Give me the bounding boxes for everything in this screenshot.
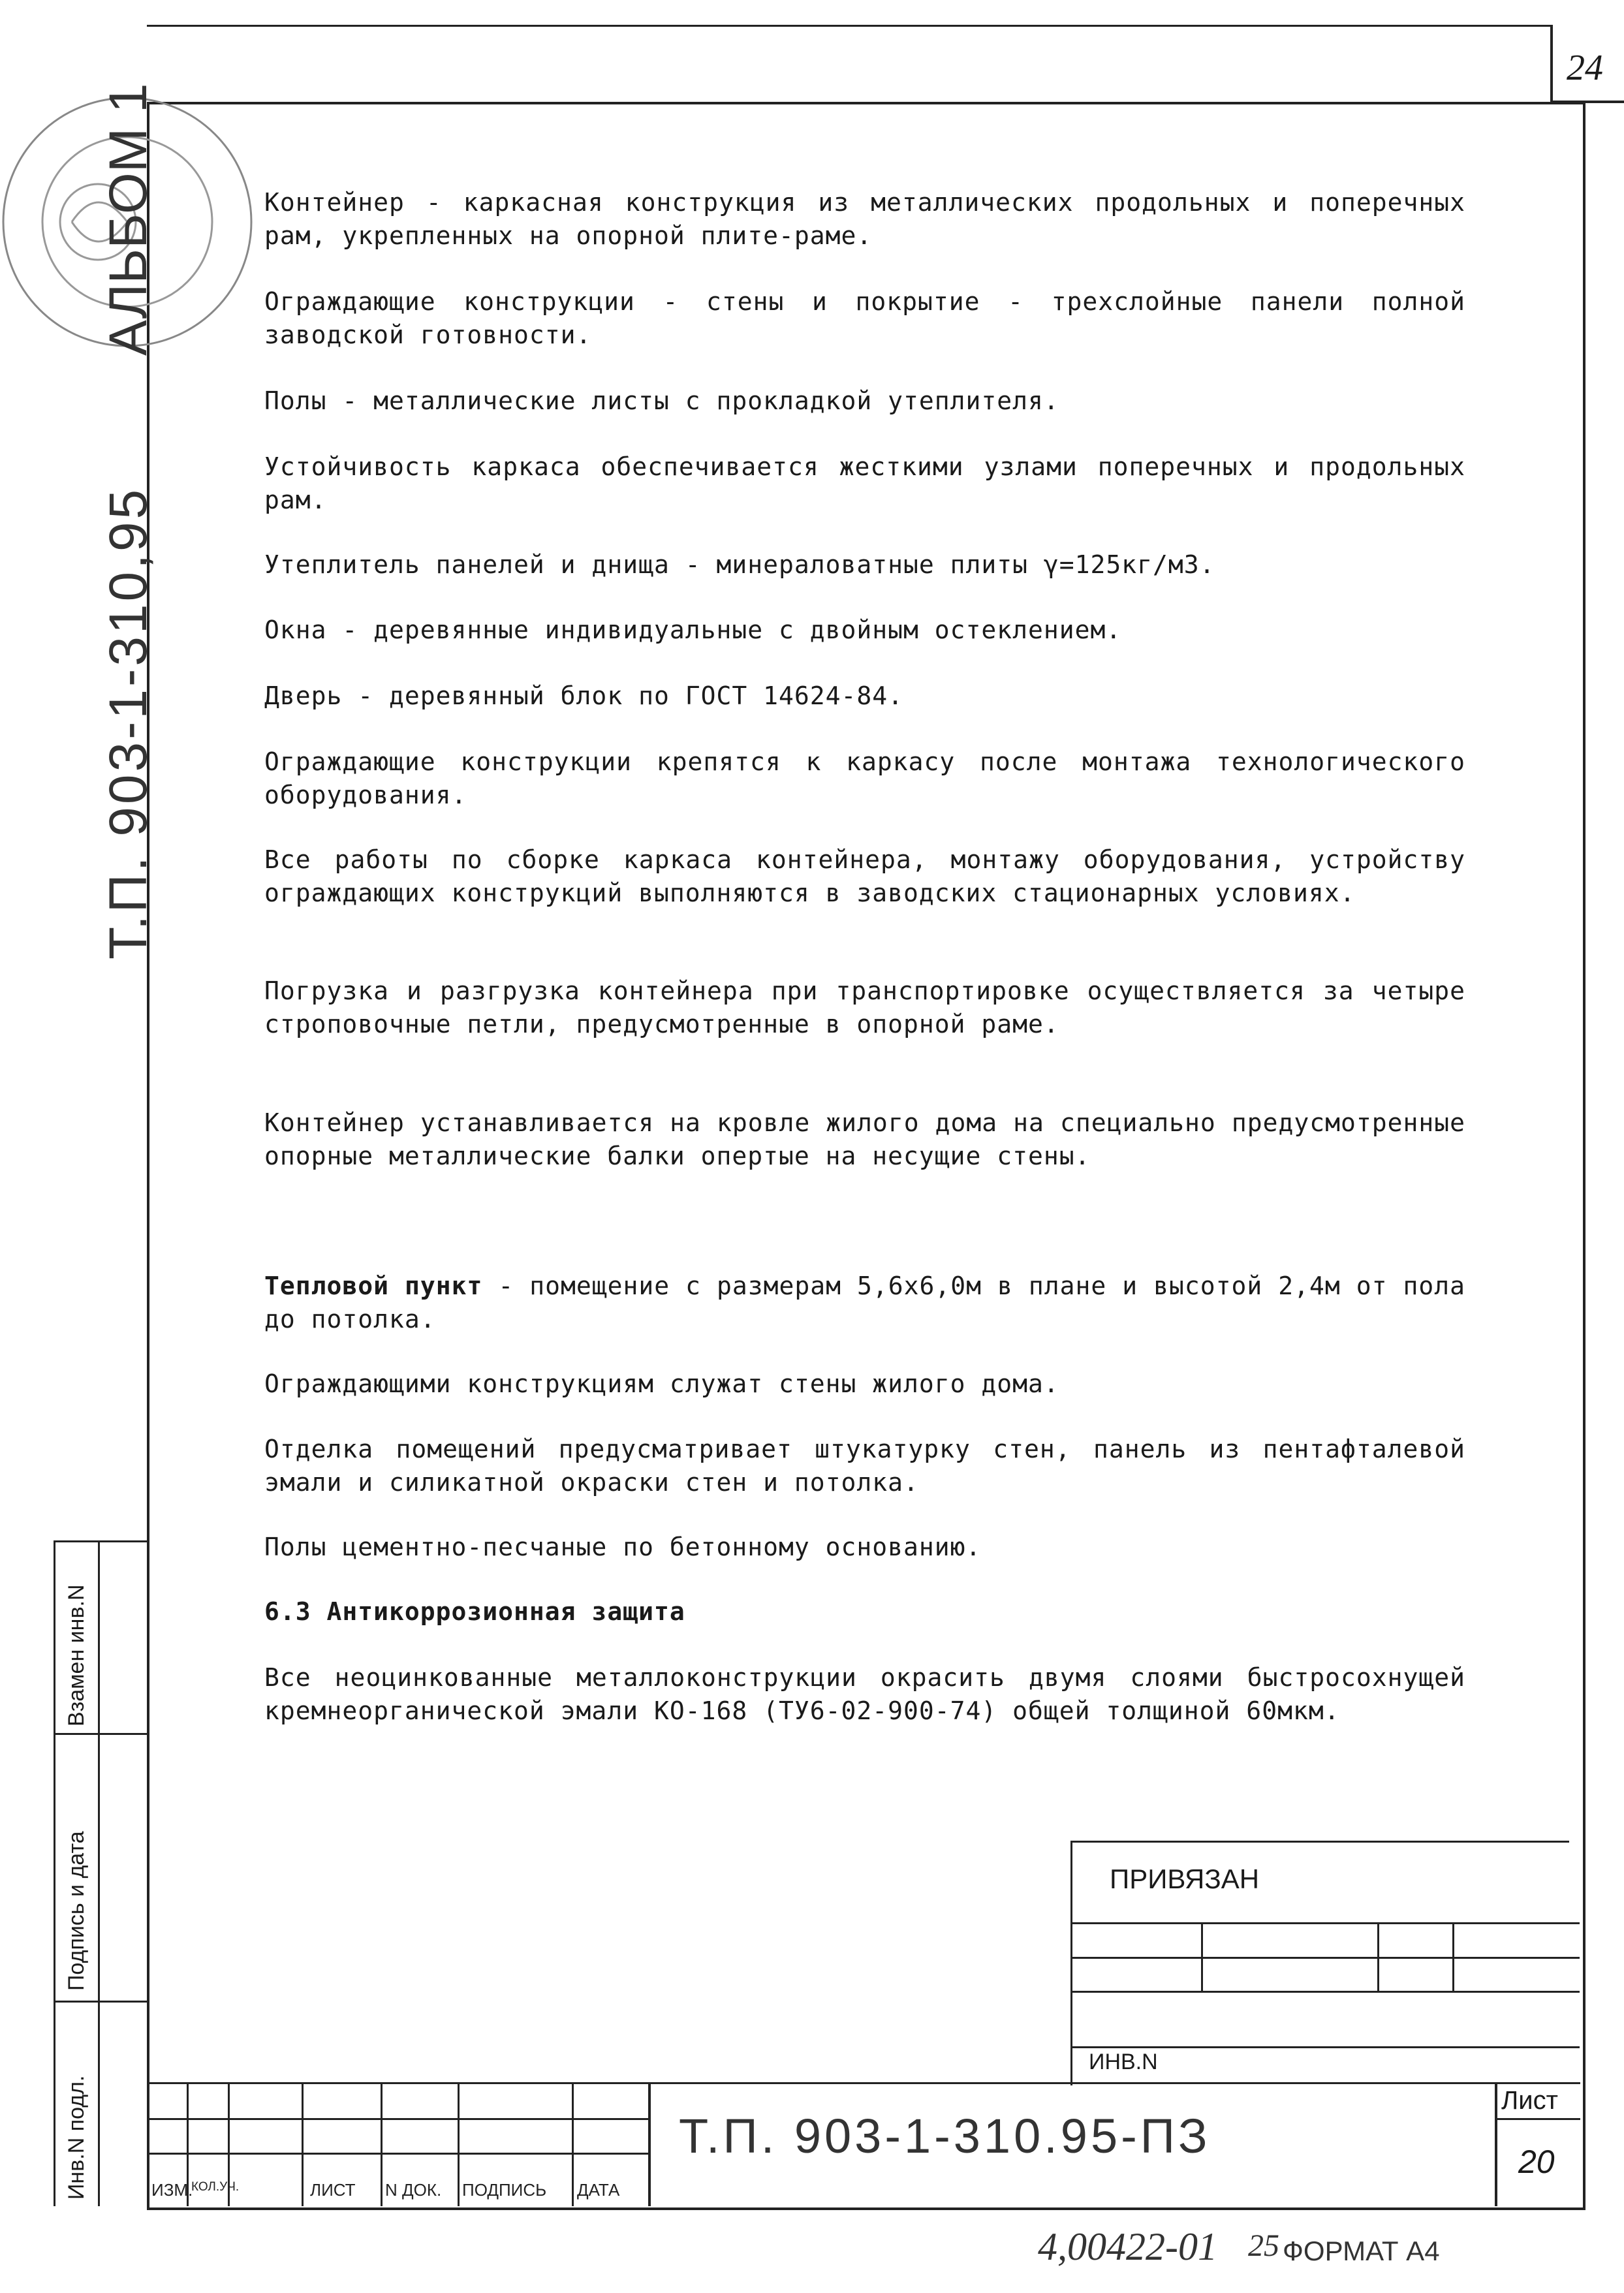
paragraph-1: Контейнер - каркасная конструкция из металлических продольных и поперечных рам, укрепленных на опорной плите-раме. [264,188,1465,250]
sheet-divider [1495,2082,1497,2206]
col-podpis: ПОДПИСЬ [462,2180,547,2200]
side-stamp-div-1 [54,1733,149,1735]
paragraph-11: Контейнер устанавливается на кровле жилого дома на специально предусмотренные опорные металлические балки опертые на несущие стены. [264,1108,1465,1170]
col-koluch: КОЛ.УЧ. [191,2180,240,2194]
side-stamp-outer-left [54,1540,55,2206]
side-stamp-mid [98,1540,100,2206]
paragraph-14: Полы цементно-песчаные по бетонному основанию. [264,1533,982,1561]
title-block-divider [648,2082,651,2206]
privyazan-h2 [1070,1957,1580,1959]
section-heading: 6.3 Антикоррозионная защита [264,1597,685,1626]
title-block-top [147,2082,1580,2084]
col-ndok: N ДОК. [385,2180,442,2200]
heat-point-term: Тепловой пункт [264,1271,483,1300]
corner-page-number: 24 [1567,48,1603,88]
sheet-number: 20 [1518,2144,1555,2180]
privyazan-v3 [1452,1922,1454,1991]
col-izm: ИЗМ. [151,2180,193,2200]
corner-divider [1550,25,1553,102]
heat-point-paragraph [264,1270,1465,1336]
project-code-vertical: Т.П. 903-1-310,95 [99,486,158,959]
heat-point-description: - помещение с размерам 5,6x6,0м в плане и высотой 2,4м от пола до потолка. [264,1271,1465,1334]
sheet-label: Лист [1501,2086,1558,2115]
paragraph-8: Ограждающие конструкции крепятся к каркасу после монтажа технологического оборудования. [264,747,1465,809]
side-stamp-podpis: Подпись и дата [64,1831,89,1991]
document-code: Т.П. 903-1-310.95-ПЗ [679,2109,1211,2163]
footer-format: ФОРМАТ А4 [1283,2236,1440,2266]
privyazan-v1 [1201,1922,1203,1991]
paragraph-2: Ограждающие конструкции - стены и покрытие - трехслойные панели полной заводской готовности. [264,287,1465,349]
privyazan-title: ПРИВЯЗАН [1110,1864,1260,1894]
privyazan-h4 [1070,2046,1580,2048]
col-list: ЛИСТ [310,2180,356,2200]
col-line-4 [381,2082,383,2206]
side-stamp-div-2 [54,2001,149,2003]
privyazan-h1 [1070,1922,1580,1924]
col-line-6 [572,2082,574,2206]
top-border-line [147,25,1550,27]
footer-handwritten-num: 25 [1248,2228,1279,2263]
col-line-5 [458,2082,460,2206]
paragraph-10: Погрузка и разгрузка контейнера при транспортировке осуществляется за четыре строповочные петли, предусмотренные в опорной раме. [264,976,1465,1038]
side-stamp-vzamen: Взамен инв.N [64,1584,89,1726]
side-stamp-inv-podl: Инв.N подл. [64,2075,89,2200]
privyazan-inv: ИНВ.N [1089,2050,1158,2074]
paragraph-6: Окна - деревянные индивидуальные с двойным остеклением. [264,616,1122,644]
paragraph-13: Отделка помещений предусматривает штукатурку стен, панель из пентафталевой эмали и силикатной окраски стен и потолка. [264,1435,1465,1497]
footer-handwritten-code: 4,00422-01 [1038,2225,1217,2268]
album-label: АЛЬБОМ 1 [99,83,158,356]
paragraph-15: Все неоцинкованные металлоконструкции окрасить двумя слоями быстросохнущей кремнеорганической эмали КО-168 (ТУ6-02-900-74) общей толщиной 60мкм. [264,1663,1465,1725]
privyazan-v2 [1377,1922,1379,1991]
paragraph-7: Дверь - деревянный блок по ГОСТ 14624-84. [264,681,903,710]
privyazan-h3 [1070,1991,1580,1993]
paragraph-3: Полы - металлические листы с прокладкой утеплителя. [264,386,1059,415]
paragraph-4: Устойчивость каркаса обеспечивается жесткими узлами поперечных и продольных рам. [264,452,1465,514]
paragraph-9: Все работы по сборке каркаса контейнера, монтажу оборудования, устройству ограждающих конструкций выполняются в заводских стационарных условиях. [264,845,1465,907]
paragraph-5: Утеплитель панелей и днища - минераловатные плиты γ=125кг/м3. [264,550,1215,579]
col-data: ДАТА [577,2180,620,2200]
side-stamp-top [54,1540,149,1542]
sheet-label-line [1495,2118,1580,2120]
paragraph-12: Ограждающими конструкциям служат стены жилого дома. [264,1369,1059,1398]
col-line-3 [302,2082,304,2206]
